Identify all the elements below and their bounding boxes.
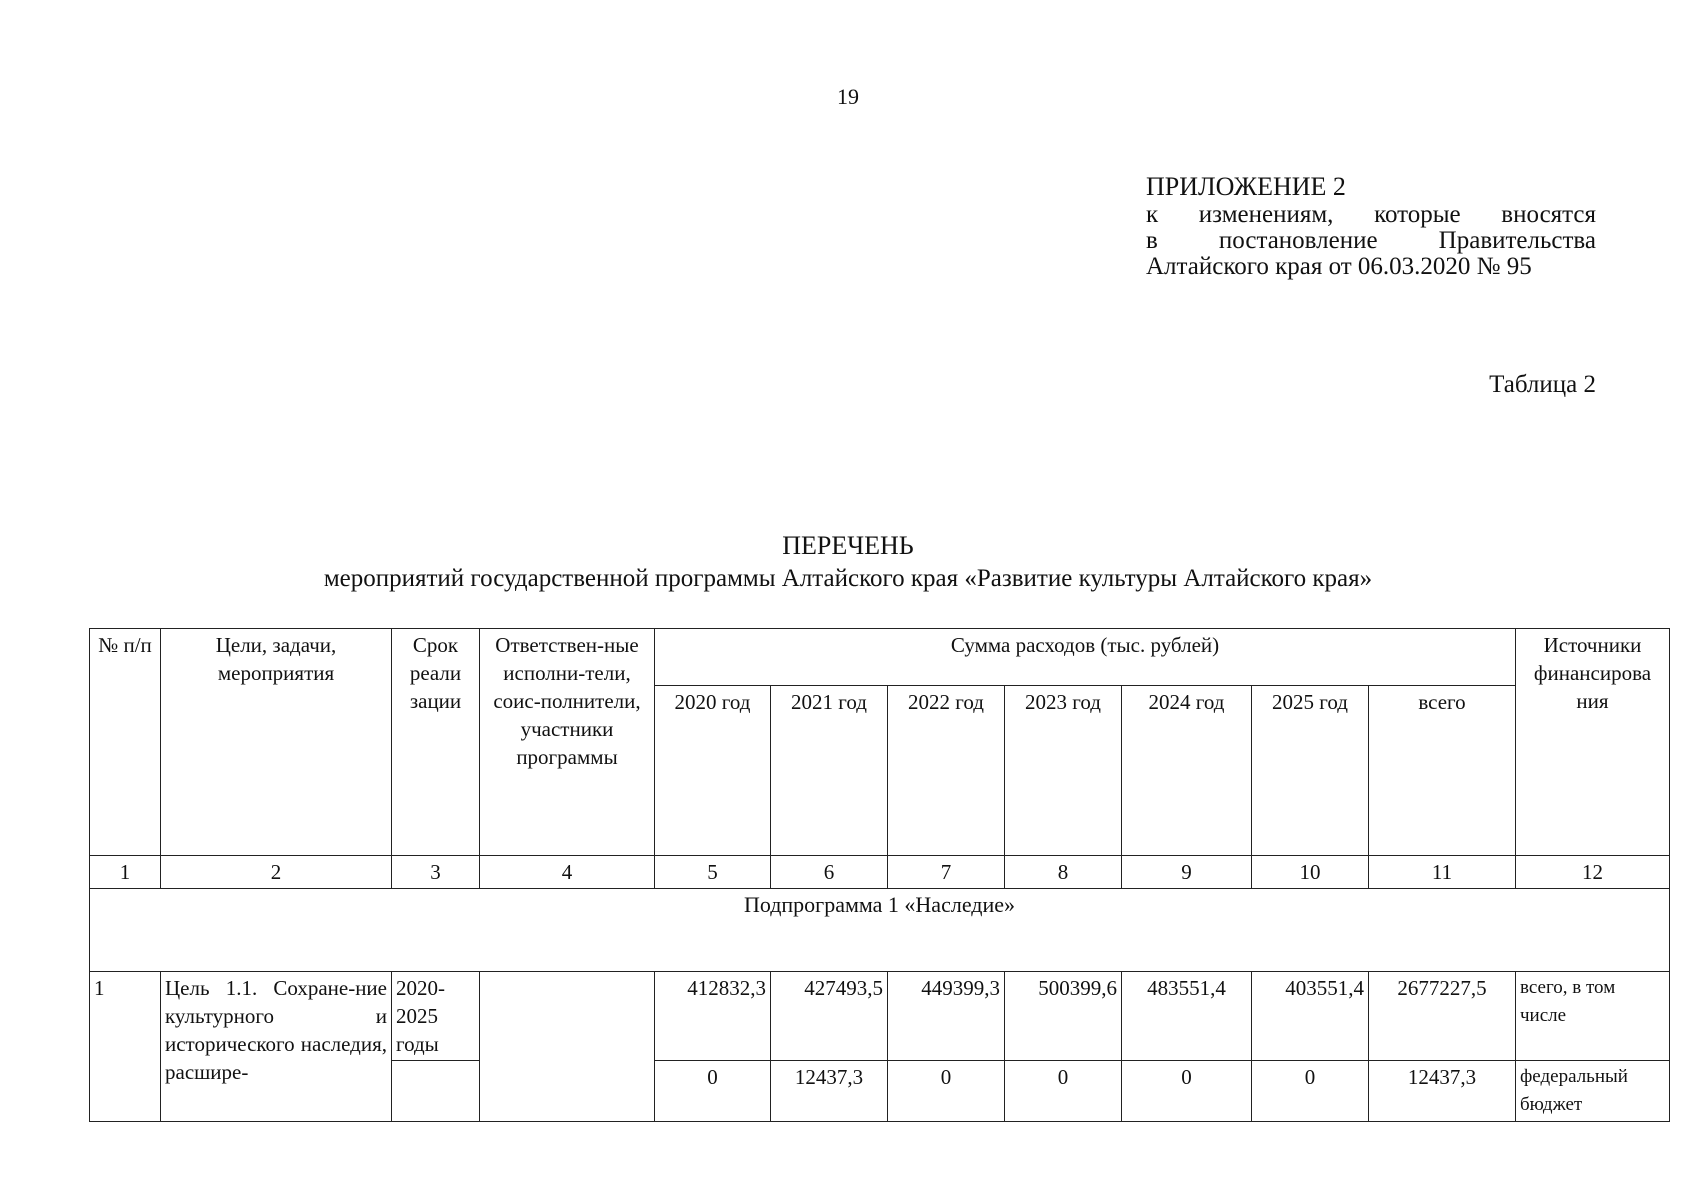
page-number: 19 [837, 84, 859, 109]
value-2023: 500399,6 [1005, 972, 1122, 1061]
column-number: 10 [1252, 856, 1369, 889]
header-sources: Источники финансирова ния [1516, 629, 1670, 856]
column-number: 3 [392, 856, 480, 889]
subprogram-title: Подпрограмма 1 «Наследие» [90, 889, 1670, 972]
value-total: 2677227,5 [1369, 972, 1516, 1061]
value-2025: 403551,4 [1252, 972, 1369, 1061]
value-2021: 427493,5 [771, 972, 888, 1061]
value-2024: 0 [1122, 1061, 1252, 1122]
column-number: 5 [655, 856, 771, 889]
header-term: Срок реали зации [392, 629, 480, 856]
header-executors: Ответствен-ные исполни-тели, соис-полнители, участники программы [480, 629, 655, 856]
value-total: 12437,3 [1369, 1061, 1516, 1122]
column-number: 4 [480, 856, 655, 889]
value-2022: 0 [888, 1061, 1005, 1122]
subprogram-row [90, 889, 1670, 972]
appendix-line: в постановление Правительства [1146, 227, 1596, 254]
value-2024: 483551,4 [1122, 972, 1252, 1061]
value-2021: 12437,3 [771, 1061, 888, 1122]
header-year-2021: 2021 год [771, 686, 888, 856]
column-number: 8 [1005, 856, 1122, 889]
header-year-2025: 2025 год [1252, 686, 1369, 856]
appendix-line: Алтайского края от 06.03.2020 № 95 [1146, 253, 1532, 280]
appendix-title: ПРИЛОЖЕНИЕ 2 [1146, 172, 1346, 201]
row-executors [480, 972, 655, 1122]
appendix-line: к изменениям, которые вносятся [1146, 201, 1596, 228]
value-2020: 412832,3 [655, 972, 771, 1061]
column-number: 11 [1369, 856, 1516, 889]
activities-table [89, 628, 1670, 1122]
header-expenses: Сумма расходов (тыс. рублей) [655, 629, 1516, 686]
column-number: 6 [771, 856, 888, 889]
row-num: 1 [90, 972, 161, 1122]
row-term-empty [392, 1061, 480, 1122]
header-total: всего [1369, 686, 1516, 856]
header-year-2023: 2023 год [1005, 686, 1122, 856]
column-numbers-row [90, 856, 1670, 889]
table-row [90, 972, 1670, 1061]
header-num: № п/п [90, 629, 161, 856]
row-source: федеральный бюджет [1516, 1061, 1670, 1122]
column-number: 7 [888, 856, 1005, 889]
header-row [90, 629, 1670, 686]
header-year-2020: 2020 год [655, 686, 771, 856]
header-goals: Цели, задачи, мероприятия [161, 629, 392, 856]
document-title: ПЕРЕЧЕНЬ [782, 531, 914, 560]
header-year-2022: 2022 год [888, 686, 1005, 856]
column-number: 1 [90, 856, 161, 889]
value-2020: 0 [655, 1061, 771, 1122]
appendix-block [1146, 172, 1596, 280]
row-term: 2020-2025 годы [392, 972, 480, 1061]
row-source: всего, в том числе [1516, 972, 1670, 1061]
row-goal: Цель 1.1. Сохране-ние культурного и исторического наследия, расшире- [161, 972, 392, 1122]
value-2023: 0 [1005, 1061, 1122, 1122]
column-number: 2 [161, 856, 392, 889]
value-2025: 0 [1252, 1061, 1369, 1122]
column-number: 9 [1122, 856, 1252, 889]
value-2022: 449399,3 [888, 972, 1005, 1061]
header-year-2024: 2024 год [1122, 686, 1252, 856]
document-subtitle: мероприятий государственной программы Алтайского края «Развитие культуры Алтайского края» [323, 565, 1373, 592]
column-number: 12 [1516, 856, 1670, 889]
table-label: Таблица 2 [1489, 371, 1596, 398]
